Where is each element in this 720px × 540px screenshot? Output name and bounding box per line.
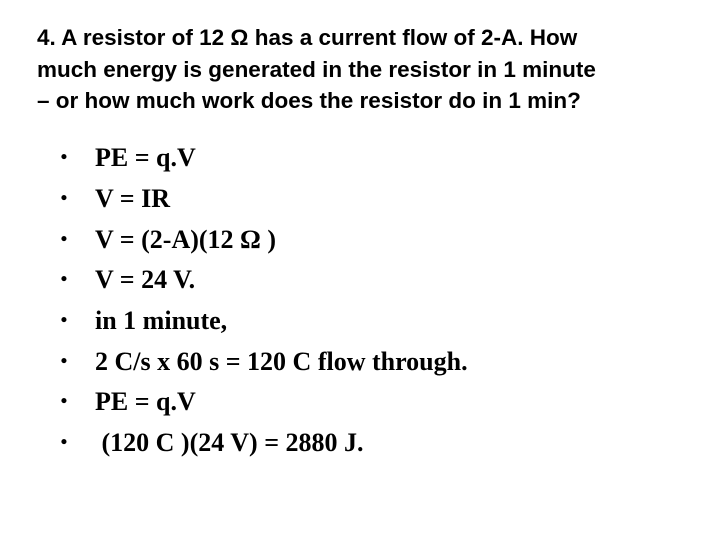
- bullet-text: V = 24 V.: [95, 265, 196, 295]
- list-item: [0, 423, 720, 464]
- question-heading: [37, 22, 697, 117]
- bullet-icon: •: [60, 350, 68, 372]
- list-item: [0, 219, 720, 260]
- bullet-icon: •: [60, 269, 68, 291]
- question-line-3: – or how much work does the resistor do in 1 min?: [37, 88, 581, 113]
- solution-bullet-list: [0, 138, 720, 464]
- bullet-text: V = (2-A)(12 Ω ): [95, 224, 277, 254]
- bullet-icon: •: [60, 432, 68, 454]
- list-item: [0, 301, 720, 342]
- bullet-text: PE = q.V: [95, 143, 196, 173]
- list-item: [0, 138, 720, 179]
- question-line-2: much energy is generated in the resistor in 1 minute: [37, 56, 596, 82]
- list-item: [0, 179, 720, 220]
- bullet-text: 2 C/s x 60 s = 120 C flow through.: [95, 346, 468, 376]
- bullet-icon: •: [60, 188, 68, 210]
- list-item: [0, 260, 720, 301]
- question-line-1: 4. A resistor of 12 Ω has a current flow of 2-A. How: [37, 25, 578, 50]
- bullet-text: (120 C )(24 V) = 2880 J.: [95, 428, 364, 458]
- list-item: [0, 382, 720, 423]
- bullet-icon: •: [60, 228, 68, 250]
- bullet-text: in 1 minute,: [95, 306, 228, 336]
- list-item: [0, 341, 720, 382]
- bullet-icon: •: [60, 391, 68, 413]
- bullet-icon: •: [60, 310, 68, 332]
- bullet-icon: •: [60, 147, 68, 169]
- bullet-text: V = IR: [95, 184, 171, 214]
- bullet-text: PE = q.V: [95, 387, 196, 417]
